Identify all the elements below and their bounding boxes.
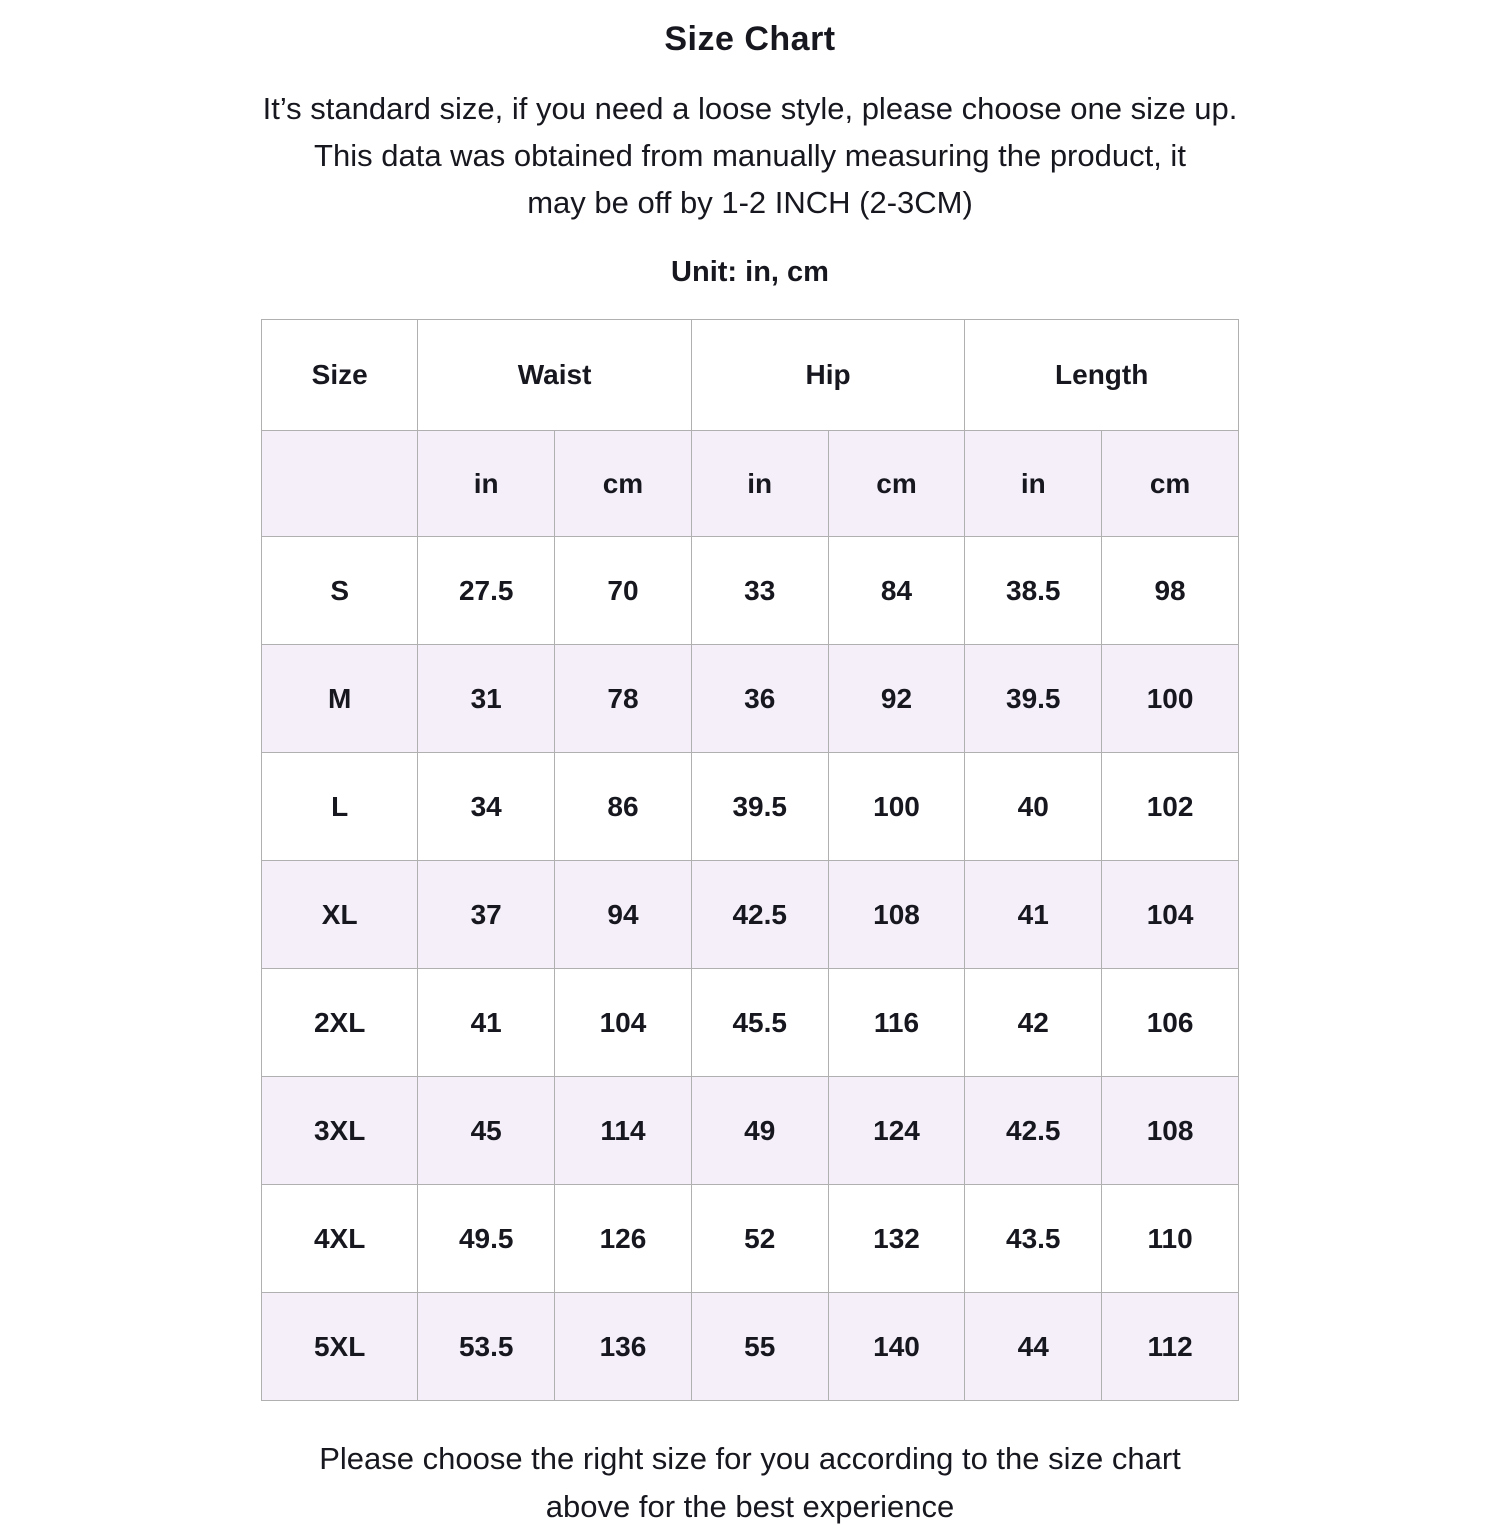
size-label: 3XL (262, 1077, 418, 1185)
table-row-s (262, 537, 1239, 645)
cell-length-in: 40 (965, 753, 1102, 861)
cell-hip-in: 49 (691, 1077, 828, 1185)
cell-length-cm: 102 (1102, 753, 1239, 861)
table-row-4xl (262, 1185, 1239, 1293)
unit-header-waist-in: in (418, 431, 555, 537)
description (170, 85, 1330, 226)
size-label: XL (262, 861, 418, 969)
cell-hip-in: 55 (691, 1293, 828, 1401)
cell-waist-cm: 126 (555, 1185, 692, 1293)
cell-waist-in: 45 (418, 1077, 555, 1185)
unit-header-length-in: in (965, 431, 1102, 537)
table-row-3xl (262, 1077, 1239, 1185)
cell-hip-in: 39.5 (691, 753, 828, 861)
size-label: 4XL (262, 1185, 418, 1293)
cell-waist-in: 31 (418, 645, 555, 753)
unit-header-hip-cm: cm (828, 431, 965, 537)
size-table (261, 319, 1239, 1401)
cell-hip-cm: 108 (828, 861, 965, 969)
cell-hip-in: 42.5 (691, 861, 828, 969)
cell-length-cm: 106 (1102, 969, 1239, 1077)
unit-header-row (262, 431, 1239, 537)
unit-note: Unit: in, cm (671, 256, 829, 288)
cell-length-cm: 104 (1102, 861, 1239, 969)
cell-hip-cm: 100 (828, 753, 965, 861)
table-row-l (262, 753, 1239, 861)
unit-header-hip-in: in (691, 431, 828, 537)
cell-length-cm: 100 (1102, 645, 1239, 753)
cell-length-cm: 110 (1102, 1185, 1239, 1293)
column-header-hip: Hip (691, 320, 965, 431)
size-label: M (262, 645, 418, 753)
cell-waist-cm: 114 (555, 1077, 692, 1185)
cell-hip-cm: 132 (828, 1185, 965, 1293)
cell-hip-cm: 140 (828, 1293, 965, 1401)
table-row-5xl (262, 1293, 1239, 1401)
group-header-row (262, 320, 1239, 431)
cell-waist-in: 37 (418, 861, 555, 969)
cell-hip-cm: 116 (828, 969, 965, 1077)
cell-waist-in: 34 (418, 753, 555, 861)
size-label: 5XL (262, 1293, 418, 1401)
cell-hip-in: 52 (691, 1185, 828, 1293)
cell-length-in: 41 (965, 861, 1102, 969)
cell-length-in: 44 (965, 1293, 1102, 1401)
size-label: L (262, 753, 418, 861)
cell-waist-cm: 86 (555, 753, 692, 861)
cell-waist-cm: 136 (555, 1293, 692, 1401)
table-row-xl (262, 861, 1239, 969)
cell-hip-cm: 92 (828, 645, 965, 753)
size-label: S (262, 537, 418, 645)
cell-waist-in: 41 (418, 969, 555, 1077)
cell-length-in: 38.5 (965, 537, 1102, 645)
description-line-1: It’s standard size, if you need a loose style, please choose one size up. (262, 91, 1238, 126)
description-line-2: This data was obtained from manually measuring the product, it (314, 138, 1186, 173)
column-header-waist: Waist (418, 320, 692, 431)
cell-length-in: 42.5 (965, 1077, 1102, 1185)
cell-length-in: 43.5 (965, 1185, 1102, 1293)
unit-header-waist-cm: cm (555, 431, 692, 537)
table-row-2xl (262, 969, 1239, 1077)
page-title: Size Chart (664, 20, 836, 58)
cell-waist-cm: 94 (555, 861, 692, 969)
unit-header-length-cm: cm (1102, 431, 1239, 537)
description-line-3: may be off by 1-2 INCH (2-3CM) (527, 185, 973, 220)
cell-waist-cm: 104 (555, 969, 692, 1077)
cell-hip-cm: 124 (828, 1077, 965, 1185)
footer-line-1: Please choose the right size for you according to the size chart (319, 1441, 1181, 1476)
unit-header-blank (262, 431, 418, 537)
column-header-size: Size (262, 320, 418, 431)
cell-waist-cm: 70 (555, 537, 692, 645)
cell-hip-in: 33 (691, 537, 828, 645)
cell-waist-in: 27.5 (418, 537, 555, 645)
cell-waist-in: 53.5 (418, 1293, 555, 1401)
column-header-length: Length (965, 320, 1239, 431)
cell-length-cm: 98 (1102, 537, 1239, 645)
size-label: 2XL (262, 969, 418, 1077)
cell-waist-in: 49.5 (418, 1185, 555, 1293)
cell-hip-in: 36 (691, 645, 828, 753)
cell-length-cm: 112 (1102, 1293, 1239, 1401)
cell-length-in: 42 (965, 969, 1102, 1077)
cell-length-in: 39.5 (965, 645, 1102, 753)
footer-line-2: above for the best experience (545, 1489, 955, 1524)
footer-note (170, 1435, 1330, 1531)
cell-length-cm: 108 (1102, 1077, 1239, 1185)
table-row-m (262, 645, 1239, 753)
cell-waist-cm: 78 (555, 645, 692, 753)
cell-hip-cm: 84 (828, 537, 965, 645)
cell-hip-in: 45.5 (691, 969, 828, 1077)
